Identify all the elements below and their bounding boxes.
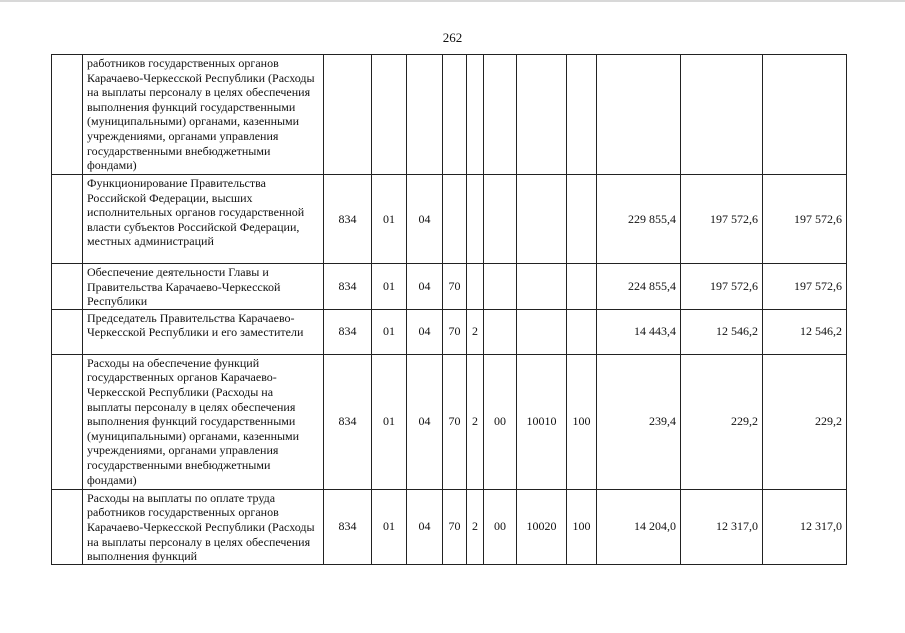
amount-year1-cell: 14 204,0 (597, 489, 681, 564)
direction-code-cell (517, 264, 567, 310)
expense-type-cell (567, 55, 597, 175)
amount-year1-cell: 239,4 (597, 354, 681, 489)
subprogram-code-cell: 2 (467, 489, 484, 564)
subprogram-code-cell (467, 55, 484, 175)
item-name-cell: Председатель Правительства Карачаево-Черкесской Республики и его заместители (83, 309, 324, 354)
program-code-cell (443, 55, 467, 175)
subsection-code-cell: 04 (407, 309, 443, 354)
page-number: 262 (442, 30, 463, 45)
direction-code-cell: 10020 (517, 489, 567, 564)
main-event-code-cell (484, 55, 517, 175)
ministry-code-cell: 834 (324, 309, 372, 354)
subsection-code-cell: 04 (407, 489, 443, 564)
amount-year1-cell: 229 855,4 (597, 175, 681, 264)
main-event-code-cell (484, 264, 517, 310)
section-code-cell: 01 (372, 264, 407, 310)
direction-code-cell: 10010 (517, 354, 567, 489)
subprogram-code-cell: 2 (467, 309, 484, 354)
amount-year3-cell (763, 55, 847, 175)
amount-year1-cell: 14 443,4 (597, 309, 681, 354)
amount-year3-cell: 229,2 (763, 354, 847, 489)
direction-code-cell (517, 309, 567, 354)
amount-year2-cell: 229,2 (681, 354, 763, 489)
amount-year3-cell: 12 317,0 (763, 489, 847, 564)
direction-code-cell (517, 175, 567, 264)
amount-year2-cell: 12 317,0 (681, 489, 763, 564)
item-name-cell: Расходы на выплаты по оплате труда работников государственных органов Карачаево-Черкесской Республики (Расходы на выплаты персоналу в целях обеспечения выполнения функций (83, 489, 324, 564)
table-row (52, 55, 847, 175)
number-cell (52, 264, 83, 310)
main-event-code-cell (484, 309, 517, 354)
section-code-cell: 01 (372, 489, 407, 564)
item-name-cell: работников государственных органов Карачаево-Черкесской Республики (Расходы на выплаты персоналу в целях обеспечения выполнения функций государственными (муниципальными) органами, казенными учреждениями, органами управления государственными внебюджетными фондами) (83, 55, 324, 175)
number-cell (52, 489, 83, 564)
program-code-cell: 70 (443, 489, 467, 564)
subprogram-code-cell (467, 264, 484, 310)
amount-year2-cell: 12 546,2 (681, 309, 763, 354)
program-code-cell: 70 (443, 309, 467, 354)
item-name-cell: Расходы на обеспечение функций государственных органов Карачаево-Черкесской Республики (Расходы на выплаты персоналу в целях обеспечения выполнения функций государственными (муниципальными) органами, казенными учреждениями, органами управления государственными внебюджетными фондами) (83, 354, 324, 489)
amount-year2-cell: 197 572,6 (681, 264, 763, 310)
number-cell (52, 354, 83, 489)
subprogram-code-cell: 2 (467, 354, 484, 489)
item-name-cell: Функционирование Правительства Российской Федерации, высших исполнительных органов государственной власти субъектов Российской Федерации, местных администраций (83, 175, 324, 264)
table-row (52, 264, 847, 310)
expense-type-cell (567, 175, 597, 264)
table-row (52, 309, 847, 354)
amount-year3-cell: 197 572,6 (763, 264, 847, 310)
amount-year3-cell: 197 572,6 (763, 175, 847, 264)
number-cell (52, 55, 83, 175)
amount-year3-cell: 12 546,2 (763, 309, 847, 354)
subsection-code-cell: 04 (407, 264, 443, 310)
expense-type-cell (567, 309, 597, 354)
table-row (52, 175, 847, 264)
expense-type-cell: 100 (567, 354, 597, 489)
ministry-code-cell: 834 (324, 489, 372, 564)
section-code-cell: 01 (372, 354, 407, 489)
item-name-cell: Обеспечение деятельности Главы и Правительства Карачаево-Черкесской Республики (83, 264, 324, 310)
budget-table (51, 54, 847, 565)
program-code-cell (443, 175, 467, 264)
ministry-code-cell: 834 (324, 175, 372, 264)
program-code-cell: 70 (443, 264, 467, 310)
main-event-code-cell: 00 (484, 354, 517, 489)
amount-year1-cell (597, 55, 681, 175)
scan-top-edge (0, 0, 905, 2)
subsection-code-cell: 04 (407, 175, 443, 264)
direction-code-cell (517, 55, 567, 175)
main-event-code-cell (484, 175, 517, 264)
subsection-code-cell (407, 55, 443, 175)
expense-type-cell (567, 264, 597, 310)
table-row (52, 489, 847, 564)
subsection-code-cell: 04 (407, 354, 443, 489)
program-code-cell: 70 (443, 354, 467, 489)
subprogram-code-cell (467, 175, 484, 264)
ministry-code-cell: 834 (324, 264, 372, 310)
amount-year1-cell: 224 855,4 (597, 264, 681, 310)
amount-year2-cell (681, 55, 763, 175)
section-code-cell (372, 55, 407, 175)
amount-year2-cell: 197 572,6 (681, 175, 763, 264)
ministry-code-cell (324, 55, 372, 175)
number-cell (52, 175, 83, 264)
section-code-cell: 01 (372, 175, 407, 264)
ministry-code-cell: 834 (324, 354, 372, 489)
number-cell (52, 309, 83, 354)
expense-type-cell: 100 (567, 489, 597, 564)
main-event-code-cell: 00 (484, 489, 517, 564)
table-row (52, 354, 847, 489)
section-code-cell: 01 (372, 309, 407, 354)
